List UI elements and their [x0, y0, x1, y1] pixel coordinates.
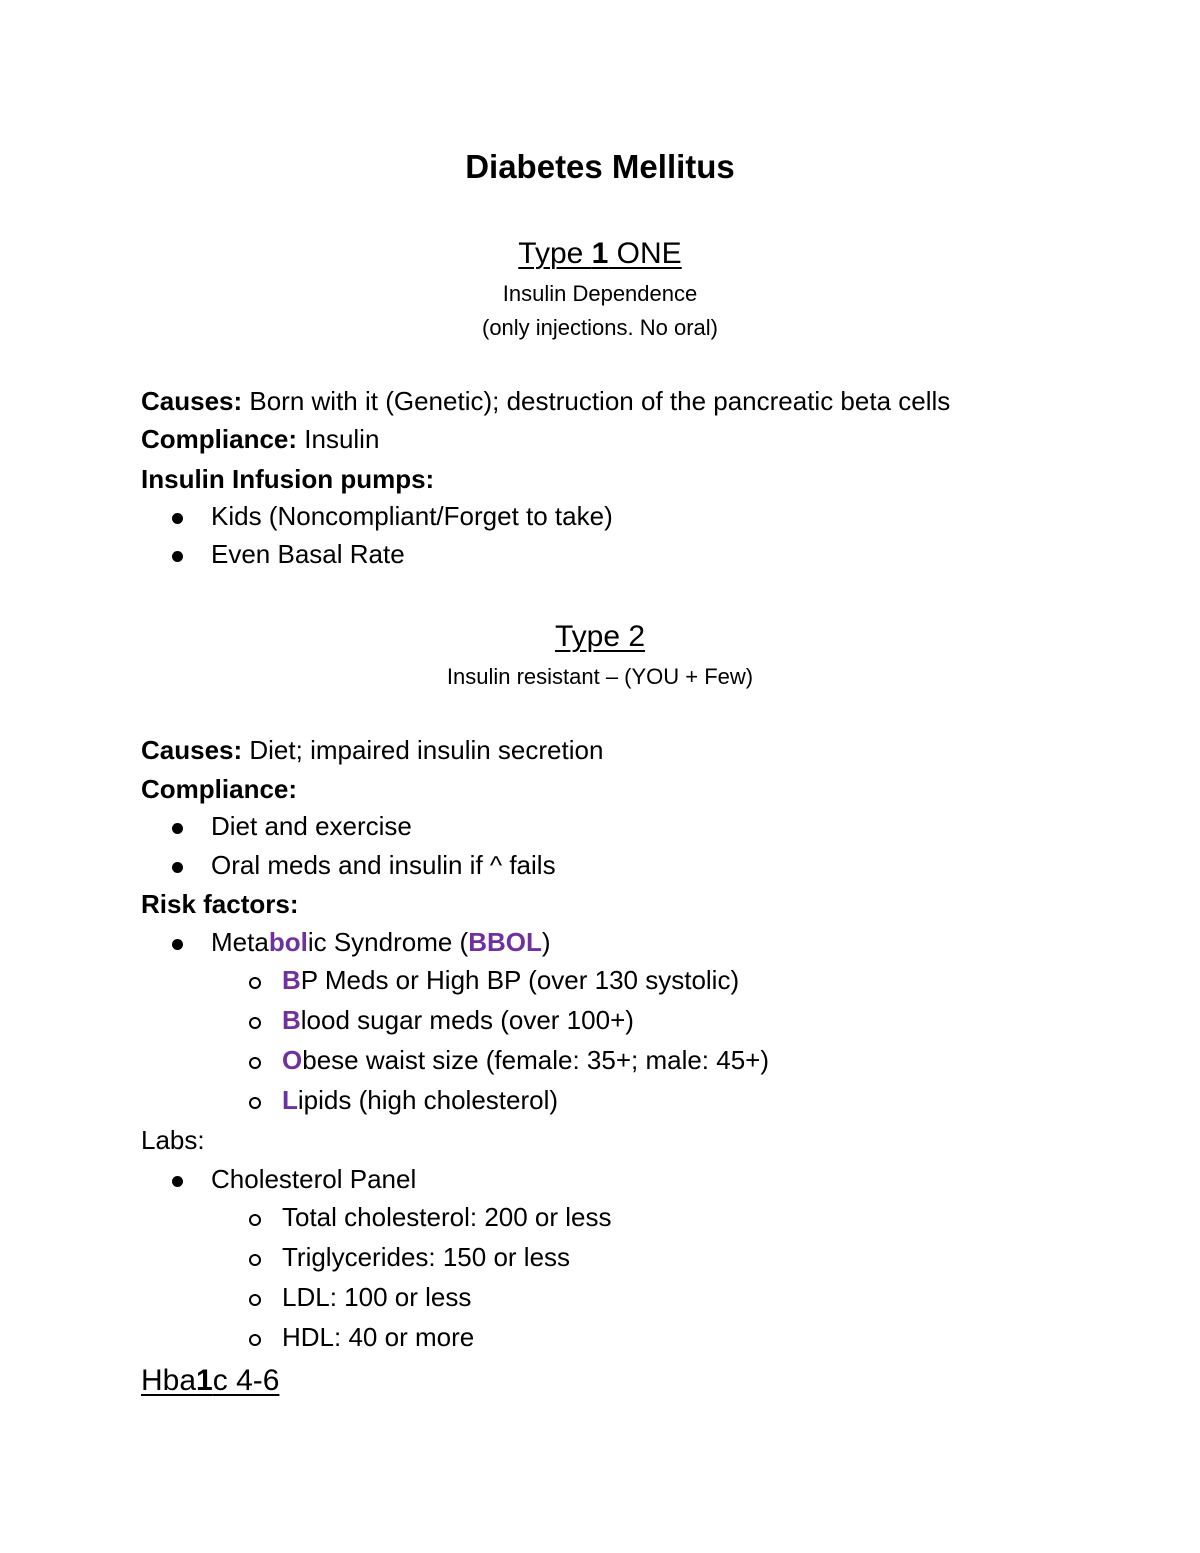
- bullet-icon: [172, 1176, 183, 1187]
- bbol-item: BP Meds or High BP (over 130 systolic): [282, 965, 740, 995]
- bullet-icon: [172, 939, 183, 950]
- lab-value-item: LDL: 100 or less: [282, 1282, 472, 1312]
- circle-bullet-icon: [249, 1057, 261, 1069]
- type1-compliance: [141, 424, 379, 455]
- list-item: Kids (Noncompliant/Forget to take): [211, 501, 613, 531]
- bbol-item: Lipids (high cholesterol): [282, 1085, 559, 1115]
- type1-compliance-label: Compliance:: [141, 424, 298, 454]
- type2-causes-label: Causes:: [141, 735, 243, 765]
- document-title: Diabetes Mellitus: [465, 148, 735, 185]
- circle-bullet-icon: [249, 977, 261, 989]
- type2-causes: [141, 735, 603, 766]
- type1-heading-pre: Type: [518, 237, 592, 270]
- circle-bullet-icon: [249, 1334, 261, 1346]
- risk-factors-label: Risk factors:: [141, 889, 299, 919]
- type1-heading-post: ONE: [608, 237, 682, 270]
- type1-heading: [0, 237, 1200, 271]
- circle-bullet-icon: [249, 1254, 261, 1266]
- type1-causes-text: Born with it (Genetic); destruction of the pancreatic beta cells: [242, 386, 951, 416]
- bullet-icon: [172, 551, 183, 562]
- hba1c-heading: Hba1c 4-6: [141, 1364, 280, 1397]
- metabolic-syndrome-item: Metabolic Syndrome (BBOL): [211, 927, 551, 957]
- type1-heading-number: 1: [591, 237, 609, 270]
- type2-subtitle: Insulin resistant – (YOU + Few): [446, 664, 754, 689]
- bbol-item: Obese waist size (female: 35+; male: 45+): [282, 1045, 770, 1075]
- circle-bullet-icon: [249, 1017, 261, 1029]
- lab-value-item: HDL: 40 or more: [282, 1322, 475, 1352]
- type2-compliance-label: Compliance:: [141, 774, 298, 804]
- type1-causes-label: Causes:: [141, 386, 243, 416]
- bullet-icon: [172, 862, 183, 873]
- bbol-accent: BBOL: [468, 927, 542, 957]
- circle-bullet-icon: [249, 1097, 261, 1109]
- metabolic-accent: bol: [268, 927, 308, 957]
- circle-bullet-icon: [249, 1294, 261, 1306]
- type1-causes: [141, 386, 950, 417]
- type1-compliance-text: Insulin: [297, 424, 380, 454]
- labs-label: Labs:: [141, 1125, 205, 1155]
- list-item: Oral meds and insulin if ^ fails: [211, 850, 556, 880]
- list-item: Cholesterol Panel: [211, 1164, 417, 1194]
- lab-value-item: Total cholesterol: 200 or less: [282, 1202, 612, 1232]
- type1-note: (only injections. No oral): [482, 315, 718, 340]
- bullet-icon: [172, 513, 183, 524]
- type2-causes-text: Diet; impaired insulin secretion: [242, 735, 604, 765]
- type2-heading: Type 2: [554, 620, 646, 653]
- circle-bullet-icon: [249, 1214, 261, 1226]
- bullet-icon: [172, 823, 183, 834]
- bbol-item: Blood sugar meds (over 100+): [282, 1005, 634, 1035]
- type1-subtitle: Insulin Dependence: [502, 281, 698, 306]
- list-item: Diet and exercise: [211, 811, 412, 841]
- type1-pumps-label: Insulin Infusion pumps:: [141, 464, 435, 494]
- list-item: Even Basal Rate: [211, 539, 405, 569]
- lab-value-item: Triglycerides: 150 or less: [282, 1242, 571, 1272]
